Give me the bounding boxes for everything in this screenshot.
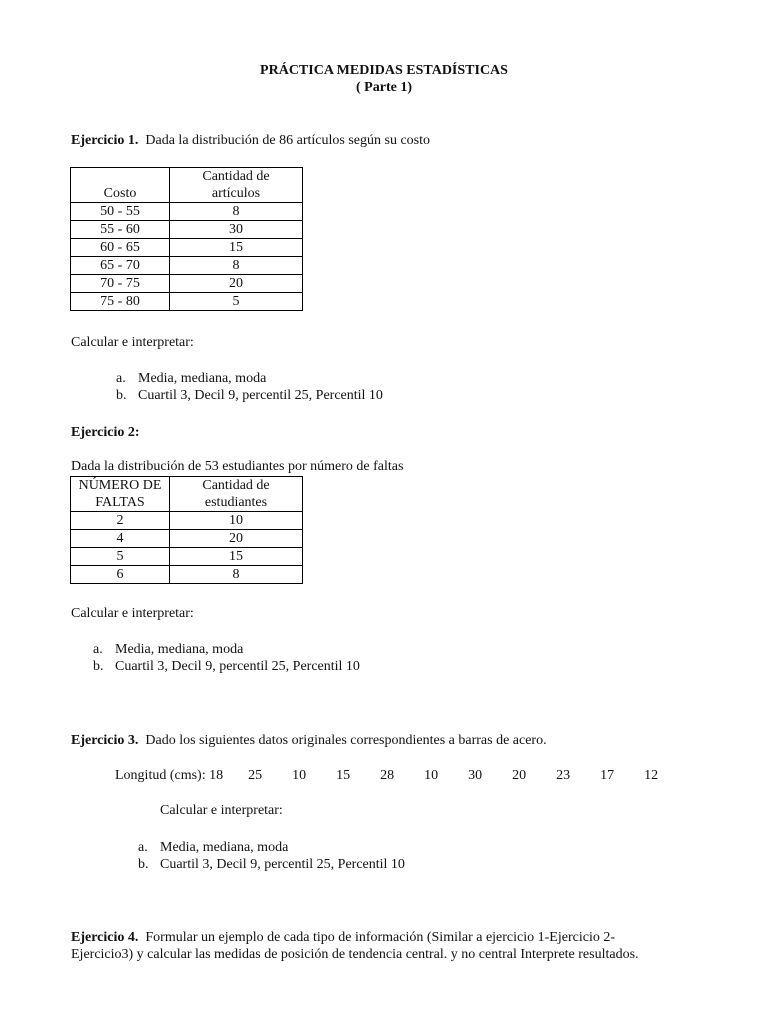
exercise-1-heading [71, 132, 430, 150]
exercise-3-heading [71, 732, 547, 750]
subtitle-text: ( Parte 1) [356, 80, 412, 95]
exercise-4-line2: Ejercicio3) y calcular las medidas de posición de tendencia central. y no central Interprete resultados. [71, 947, 639, 962]
longitud-value: 23 [556, 768, 571, 783]
document-subtitle [0, 79, 768, 97]
list-item: b. Cuartil 3, Decil 9, percentil 25, Percentil 10 [93, 659, 360, 674]
document-title [0, 62, 768, 80]
table-row: 5 15 [71, 548, 303, 566]
exercise-4-text: Formular un ejemplo de cada tipo de información (Similar a ejercicio 1-Ejercicio 2- [145, 930, 615, 945]
table-row: 6 8 [71, 566, 303, 584]
exercise-3-text: Dado los siguientes datos originales correspondientes a barras de acero. [145, 733, 547, 748]
table-row: 4 20 [71, 530, 303, 548]
exercise-3-label: Ejercicio 3. [71, 733, 139, 748]
table-row: 65 - 70 8 [71, 257, 303, 275]
exercise-3-calc: Calcular e interpretar: [160, 803, 283, 818]
exercise-1-table [70, 167, 303, 311]
longitud-row [115, 767, 673, 785]
longitud-value: 30 [468, 768, 483, 783]
table-row: 60 - 65 15 [71, 239, 303, 257]
longitud-value: 20 [512, 768, 527, 783]
list-item: a. Media, mediana, moda [138, 840, 289, 855]
longitud-value: 25 [248, 768, 263, 783]
exercise-2-list [93, 641, 360, 675]
exercise-4-line1 [71, 929, 615, 947]
list-item: a. Media, mediana, moda [93, 642, 244, 657]
exercise-3-list [138, 839, 405, 873]
table-row: 55 - 60 30 [71, 221, 303, 239]
longitud-value: 15 [336, 768, 351, 783]
longitud-value: 10 [424, 768, 439, 783]
exercise-1-list [116, 370, 383, 404]
list-item: a. Media, mediana, moda [116, 371, 267, 386]
exercise-1-label: Ejercicio 1. [71, 133, 139, 148]
exercise-4-label: Ejercicio 4. [71, 930, 139, 945]
table-row: 2 10 [71, 512, 303, 530]
list-item: b. Cuartil 3, Decil 9, percentil 25, Percentil 10 [138, 857, 405, 872]
table-row: 75 - 80 5 [71, 293, 303, 311]
table-header-row [71, 168, 303, 203]
list-item: b. Cuartil 3, Decil 9, percentil 25, Percentil 10 [116, 388, 383, 403]
exercise-1-calc: Calcular e interpretar: [71, 335, 194, 350]
longitud-label: Longitud (cms): [115, 768, 206, 783]
table-row: 70 - 75 20 [71, 275, 303, 293]
exercise-2-text: Dada la distribución de 53 estudiantes por número de faltas [71, 459, 404, 474]
exercise-2-calc: Calcular e interpretar: [71, 606, 194, 621]
longitud-value: 10 [292, 768, 307, 783]
exercise-2-heading [71, 424, 140, 442]
table-row: 50 - 55 8 [71, 203, 303, 221]
longitud-value: 18 [209, 768, 224, 783]
longitud-value: 12 [644, 768, 659, 783]
header-costo: Costo [71, 168, 170, 203]
exercise-2-label: Ejercicio 2: [71, 425, 140, 440]
table-header-row [71, 477, 303, 512]
longitud-value: 17 [600, 768, 615, 783]
exercise-2-table [70, 476, 303, 584]
header-faltas: NÚMERO DE FALTAS [71, 477, 170, 512]
header-cantidad: Cantidad de estudiantes [170, 477, 303, 512]
longitud-value: 28 [380, 768, 395, 783]
header-cantidad: Cantidad de artículos [170, 168, 303, 203]
exercise-1-text: Dada la distribución de 86 artículos según su costo [145, 133, 430, 148]
title-text: PRÁCTICA MEDIDAS ESTADÍSTICAS [260, 63, 508, 78]
